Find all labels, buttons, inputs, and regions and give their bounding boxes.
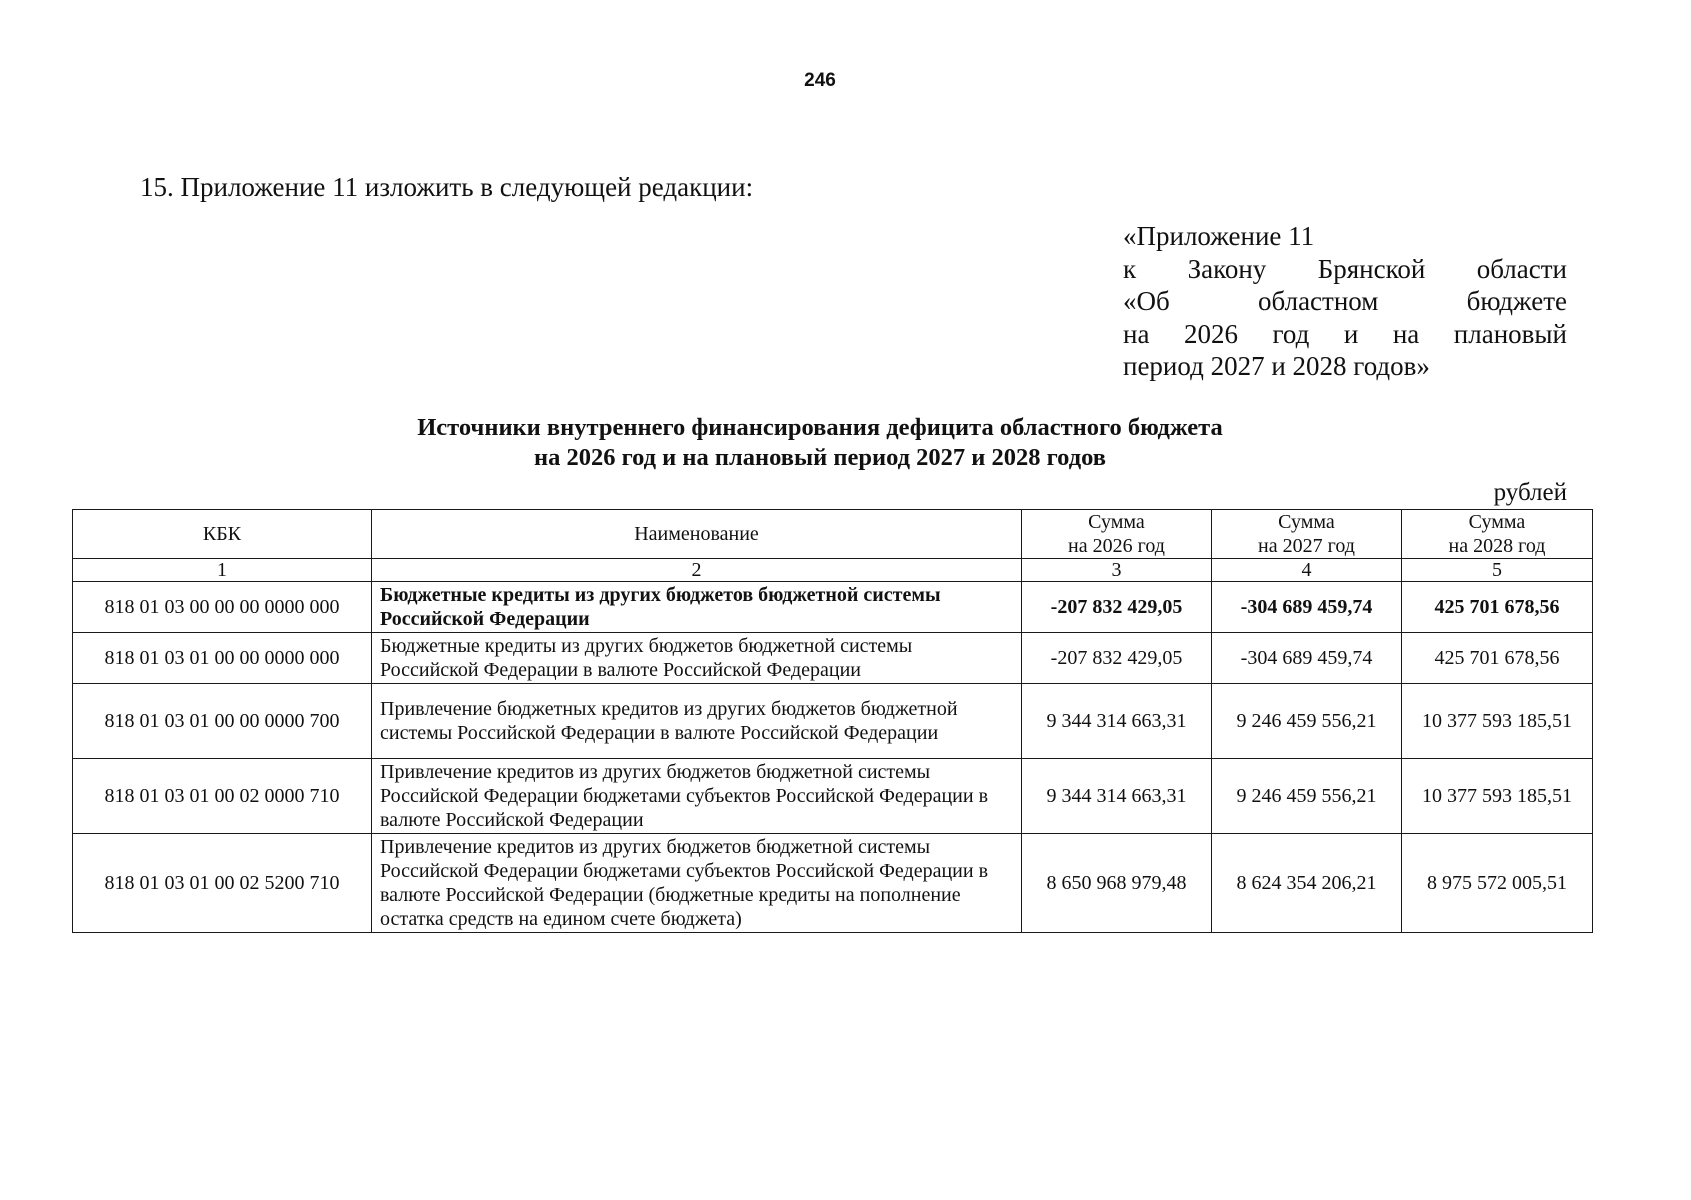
header-sum-2027 — [1212, 510, 1402, 559]
header-sum-2028-line1: Сумма — [1468, 511, 1526, 533]
sum-2027-cell: -304 689 459,74 — [1212, 633, 1402, 684]
financing-sources-table — [72, 509, 1593, 933]
column-number: 2 — [372, 559, 1022, 582]
table-row — [73, 759, 1593, 834]
header-sum-2028-line2: на 2028 год — [1448, 535, 1546, 557]
sum-2028-cell: 425 701 678,56 — [1402, 633, 1593, 684]
table-row — [73, 834, 1593, 933]
kbk-cell: 818 01 03 00 00 00 0000 000 — [73, 582, 372, 633]
header-sum-2028 — [1402, 510, 1593, 559]
title-line-1: Источники внутреннего финансирования дефицита областного бюджета — [417, 414, 1223, 441]
header-sum-2027-line1: Сумма — [1278, 511, 1335, 533]
sum-2028-cell: 10 377 593 185,51 — [1402, 759, 1593, 834]
sum-2027-cell: 9 246 459 556,21 — [1212, 759, 1402, 834]
header-kbk: КБК — [73, 510, 372, 559]
sum-2026-cell: 9 344 314 663,31 — [1022, 684, 1212, 759]
item-heading: 15. Приложение 11 изложить в следующей редакции: — [140, 172, 754, 202]
header-sum-2026-line2: на 2026 год — [1068, 535, 1165, 557]
sum-2028-cell: 8 975 572 005,51 — [1402, 834, 1593, 933]
header-sum-2026-line1: Сумма — [1088, 511, 1145, 533]
appendix-ref-line-3: «Об областном бюджете — [1123, 286, 1567, 316]
appendix-ref-line-1: «Приложение 11 — [1123, 221, 1315, 251]
sum-2027-cell: 9 246 459 556,21 — [1212, 684, 1402, 759]
sum-2027-cell: -304 689 459,74 — [1212, 582, 1402, 633]
sum-2026-cell: 9 344 314 663,31 — [1022, 759, 1212, 834]
name-cell: Привлечение кредитов из других бюджетов бюджетной системы Российской Федерации бюджетами субъектов Российской Федерации в валюте Российской Федерации (бюджетные кредиты на пополнение остатка средств на едином счете бюджета) — [372, 834, 1022, 933]
appendix-ref-line-4: на 2026 год и на плановый — [1123, 318, 1567, 349]
kbk-cell: 818 01 03 01 00 00 0000 000 — [73, 633, 372, 684]
title-line-2: на 2026 год и на плановый период 2027 и 2028 годов — [533, 444, 1106, 471]
header-sum-2026 — [1022, 510, 1212, 559]
name-cell: Бюджетные кредиты из других бюджетов бюджетной системы Российской Федерации в валюте Российской Федерации — [372, 633, 1022, 684]
column-number-row — [73, 559, 1593, 582]
table-row — [73, 684, 1593, 759]
column-number: 3 — [1022, 559, 1212, 582]
name-cell: Привлечение бюджетных кредитов из других бюджетов бюджетной системы Российской Федерации в валюте Российской Федерации — [372, 684, 1022, 759]
appendix-reference — [1123, 220, 1567, 383]
units-label: рублей — [1493, 479, 1567, 506]
column-number: 1 — [73, 559, 372, 582]
column-number: 4 — [1212, 559, 1402, 582]
sum-2028-cell: 10 377 593 185,51 — [1402, 684, 1593, 759]
table-row — [73, 582, 1593, 633]
sum-2026-cell: 8 650 968 979,48 — [1022, 834, 1212, 933]
header-sum-2027-line2: на 2027 год — [1258, 535, 1355, 557]
document-title — [0, 413, 1640, 473]
sum-2028-cell: 425 701 678,56 — [1402, 582, 1593, 633]
kbk-cell: 818 01 03 01 00 02 0000 710 — [73, 759, 372, 834]
table-row — [73, 633, 1593, 684]
header-name: Наименование — [372, 510, 1022, 559]
column-number: 5 — [1402, 559, 1593, 582]
sum-2026-cell: -207 832 429,05 — [1022, 633, 1212, 684]
name-cell: Бюджетные кредиты из других бюджетов бюджетной системы Российской Федерации — [372, 582, 1022, 633]
sum-2027-cell: 8 624 354 206,21 — [1212, 834, 1402, 933]
kbk-cell: 818 01 03 01 00 02 5200 710 — [73, 834, 372, 933]
appendix-ref-line-2: к Закону Брянской области — [1123, 253, 1567, 284]
name-cell: Привлечение кредитов из других бюджетов бюджетной системы Российской Федерации бюджетами субъектов Российской Федерации в валюте Российской Федерации — [372, 759, 1022, 834]
page-number: 246 — [804, 70, 836, 91]
kbk-cell: 818 01 03 01 00 00 0000 700 — [73, 684, 372, 759]
appendix-ref-line-5: период 2027 и 2028 годов» — [1123, 351, 1430, 381]
sum-2026-cell: -207 832 429,05 — [1022, 582, 1212, 633]
table-header-row — [73, 510, 1593, 559]
